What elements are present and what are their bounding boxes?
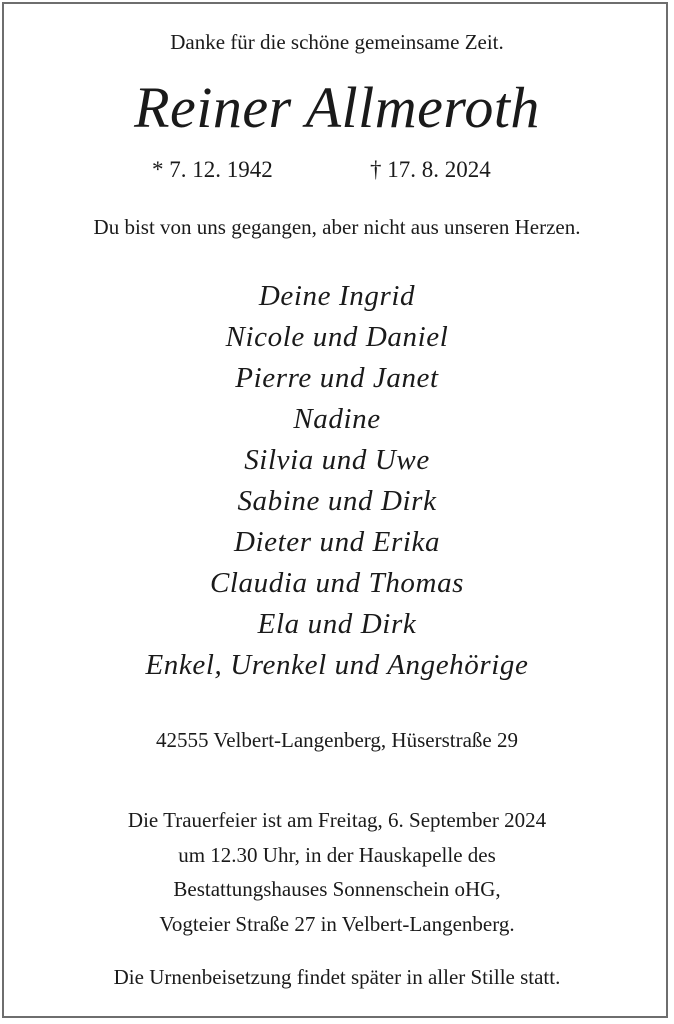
ceremony-line: Die Trauerfeier ist am Freitag, 6. September 2024 xyxy=(127,808,547,832)
mourners-list xyxy=(0,276,674,686)
life-dates xyxy=(0,157,674,187)
family-address: 42555 Velbert-Langenberg, Hüserstraße 29 xyxy=(156,728,518,752)
memorial-quote: Du bist von uns gegangen, aber nicht aus unseren Herzen. xyxy=(93,215,581,239)
motto: Danke für die schöne gemeinsame Zeit. xyxy=(170,30,504,54)
mourner-entry: Nadine xyxy=(293,403,381,435)
deceased-name: Reiner Allmeroth xyxy=(134,75,540,140)
ceremony-line: um 12.30 Uhr, in der Hauskapelle des xyxy=(178,842,496,867)
ceremony-line: Vogteier Straße 27 in Velbert-Langenberg. xyxy=(159,911,515,936)
ceremony-line: Bestattungshauses Sonnenschein oHG, xyxy=(173,877,501,901)
mourner-entry: Enkel, Urenkel und Angehörige xyxy=(145,649,529,681)
mourner-entry: Claudia und Thomas xyxy=(209,567,465,599)
birth-date: * 7. 12. 1942 xyxy=(152,157,273,182)
urn-burial-note: Die Urnenbeisetzung findet später in aller Stille statt. xyxy=(113,965,561,989)
mourner-entry: Silvia und Uwe xyxy=(244,444,430,476)
mourner-entry: Nicole und Daniel xyxy=(225,321,449,353)
mourner-entry: Pierre und Janet xyxy=(235,362,439,394)
mourner-entry: Dieter und Erika xyxy=(233,526,441,558)
mourner-entry: Sabine und Dirk xyxy=(237,485,437,517)
ceremony-info xyxy=(0,803,674,941)
mourner-entry: Deine Ingrid xyxy=(258,280,416,312)
death-date: † 17. 8. 2024 xyxy=(370,157,491,182)
mourner-entry: Ela und Dirk xyxy=(257,608,417,640)
